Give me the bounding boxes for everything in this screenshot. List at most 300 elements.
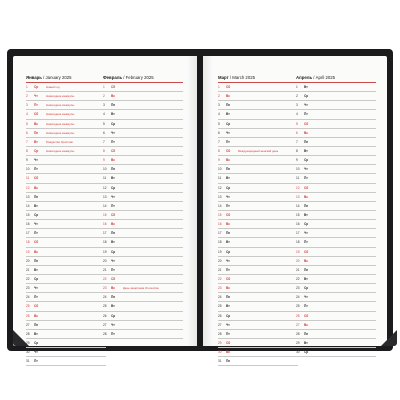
day-number: 19 <box>218 249 222 254</box>
day-row <box>103 202 183 211</box>
day-row <box>26 83 106 92</box>
day-row <box>103 110 183 119</box>
day-number: 29 <box>26 340 30 345</box>
weekday: Вт <box>111 112 115 117</box>
weekday: Вт <box>304 212 308 217</box>
day-row <box>26 138 106 147</box>
day-number: 5 <box>218 121 220 126</box>
weekday: Вт <box>304 85 308 89</box>
day-number: 8 <box>26 148 28 153</box>
weekday: Вт <box>34 267 38 272</box>
day-number: 24 <box>296 295 300 300</box>
day-number: 21 <box>103 267 107 272</box>
day-number: 26 <box>218 313 222 318</box>
weekday: Чт <box>226 258 230 263</box>
day-number: 20 <box>103 258 107 263</box>
month-column-february <box>103 75 183 339</box>
day-row <box>218 110 298 119</box>
day-number: 17 <box>218 231 222 236</box>
holiday-note: Новогодние каникулы <box>46 130 75 135</box>
day-row <box>26 293 106 302</box>
day-number: 19 <box>26 249 30 254</box>
weekday: Чт <box>111 130 115 135</box>
weekday: Ср <box>111 313 116 318</box>
weekday: Вс <box>304 194 309 199</box>
weekday: Пн <box>226 103 231 108</box>
day-row <box>296 229 376 238</box>
month-name: Январь <box>26 75 42 80</box>
weekday: Вс <box>111 286 116 291</box>
day-list <box>103 83 183 339</box>
weekday: Вт <box>226 304 230 309</box>
day-number: 30 <box>26 350 30 355</box>
day-number: 21 <box>296 267 300 272</box>
weekday: Ср <box>34 148 39 153</box>
weekday: Вс <box>226 286 231 291</box>
weekday: Пн <box>111 231 116 236</box>
day-number: 15 <box>296 212 300 217</box>
day-number: 10 <box>296 167 300 172</box>
month-column-april <box>296 75 376 357</box>
day-row <box>26 312 106 321</box>
day-row <box>26 257 106 266</box>
weekday: Сб <box>304 249 309 254</box>
day-row <box>218 248 298 257</box>
weekday: Ср <box>34 340 39 345</box>
day-row <box>296 156 376 165</box>
day-row <box>296 83 376 92</box>
day-row <box>296 248 376 257</box>
day-number: 2 <box>103 94 105 99</box>
day-row <box>296 184 376 193</box>
weekday: Вт <box>111 176 115 181</box>
weekday: Пт <box>111 139 115 144</box>
weekday: Чт <box>226 194 230 199</box>
day-row <box>296 211 376 220</box>
day-row <box>218 266 298 275</box>
day-number: 3 <box>103 103 105 108</box>
day-list <box>218 83 298 366</box>
weekday: Пт <box>226 139 230 144</box>
weekday: Вс <box>111 94 116 99</box>
day-row <box>218 238 298 247</box>
day-number: 22 <box>218 276 222 281</box>
day-number: 14 <box>26 203 30 208</box>
weekday: Вс <box>226 350 231 355</box>
weekday: Ср <box>34 212 39 217</box>
weekday: Ср <box>111 185 116 190</box>
weekday: Вс <box>226 222 231 227</box>
day-number: 23 <box>296 286 300 291</box>
day-number: 15 <box>26 212 30 217</box>
weekday: Пн <box>111 295 116 300</box>
day-row <box>218 129 298 138</box>
day-row <box>103 156 183 165</box>
holiday-note: День защитника Отечества <box>123 286 159 291</box>
day-number: 19 <box>296 249 300 254</box>
weekday: Сб <box>226 212 231 217</box>
holiday-note: Новогодние каникулы <box>46 103 75 108</box>
day-number: 9 <box>296 158 298 163</box>
day-number: 20 <box>26 258 30 263</box>
weekday: Пт <box>111 203 115 208</box>
day-number: 22 <box>26 276 30 281</box>
weekday: Пт <box>34 295 38 300</box>
weekday: Ср <box>34 85 39 89</box>
day-row <box>26 275 106 284</box>
weekday: Чт <box>34 286 38 291</box>
month-name-en: / January 2025 <box>43 75 72 80</box>
day-number: 28 <box>296 331 300 336</box>
weekday: Вт <box>34 331 38 336</box>
day-number: 18 <box>296 240 300 245</box>
weekday: Вс <box>304 322 309 327</box>
weekday: Пн <box>226 231 231 236</box>
day-number: 27 <box>296 322 300 327</box>
day-number: 16 <box>103 222 107 227</box>
day-row <box>103 302 183 311</box>
day-row <box>218 138 298 147</box>
day-number: 14 <box>103 203 107 208</box>
day-row <box>26 302 106 311</box>
day-row <box>218 330 298 339</box>
day-row <box>218 302 298 311</box>
day-row <box>296 92 376 101</box>
day-row <box>103 220 183 229</box>
day-number: 1 <box>296 85 298 89</box>
day-row <box>26 193 106 202</box>
day-number: 11 <box>218 176 222 181</box>
weekday: Ср <box>34 276 39 281</box>
day-row <box>26 129 106 138</box>
weekday: Пт <box>226 203 230 208</box>
weekday: Пн <box>226 359 231 364</box>
holiday-note: Новогодние каникулы <box>46 112 75 117</box>
day-row <box>26 330 106 339</box>
weekday: Вт <box>111 240 115 245</box>
day-row <box>26 348 106 357</box>
day-row <box>296 330 376 339</box>
day-row <box>218 220 298 229</box>
day-row <box>103 120 183 129</box>
month-name: Апрель <box>296 75 313 80</box>
day-number: 2 <box>296 94 298 99</box>
weekday: Пт <box>304 240 308 245</box>
weekday: Чт <box>111 194 115 199</box>
day-row <box>26 202 106 211</box>
weekday: Сб <box>226 85 231 89</box>
day-row <box>26 229 106 238</box>
day-number: 7 <box>103 139 105 144</box>
day-number: 9 <box>218 158 220 163</box>
day-row <box>103 275 183 284</box>
day-row <box>296 257 376 266</box>
weekday: Пн <box>226 167 231 172</box>
weekday: Вт <box>304 148 308 153</box>
day-row <box>296 110 376 119</box>
weekday: Ср <box>304 222 309 227</box>
day-number: 16 <box>296 222 300 227</box>
weekday: Пн <box>304 331 309 336</box>
month-name: Февраль <box>103 75 123 80</box>
day-row <box>296 348 376 357</box>
day-number: 11 <box>26 176 30 181</box>
day-number: 23 <box>103 286 107 291</box>
day-number: 20 <box>218 258 222 263</box>
day-number: 5 <box>26 121 28 126</box>
day-row <box>218 275 298 284</box>
weekday: Вт <box>34 139 38 144</box>
day-number: 11 <box>103 176 107 181</box>
day-number: 26 <box>103 313 107 318</box>
day-number: 12 <box>103 185 107 190</box>
month-name-en: / April 2025 <box>313 75 336 80</box>
weekday: Пн <box>34 322 39 327</box>
weekday: Ср <box>304 94 309 99</box>
day-number: 18 <box>103 240 107 245</box>
day-row <box>103 83 183 92</box>
day-number: 26 <box>296 313 300 318</box>
day-row <box>26 321 106 330</box>
day-row <box>218 120 298 129</box>
day-row <box>218 174 298 183</box>
day-number: 8 <box>103 148 105 153</box>
day-number: 24 <box>103 295 107 300</box>
month-title <box>26 75 106 83</box>
day-number: 29 <box>218 340 222 345</box>
day-number: 17 <box>103 231 107 236</box>
holiday-note: Новый год <box>46 85 60 89</box>
day-row <box>218 293 298 302</box>
month-title <box>296 75 376 83</box>
weekday: Ср <box>304 158 309 163</box>
day-number: 16 <box>218 222 222 227</box>
day-row <box>218 101 298 110</box>
day-number: 1 <box>26 85 28 89</box>
day-number: 8 <box>296 148 298 153</box>
weekday: Вт <box>304 276 308 281</box>
day-row <box>26 110 106 119</box>
day-row <box>296 147 376 156</box>
day-row <box>103 193 183 202</box>
weekday: Вс <box>34 313 39 318</box>
day-number: 9 <box>26 158 28 163</box>
day-row <box>296 193 376 202</box>
day-number: 1 <box>218 85 220 89</box>
day-number: 27 <box>103 322 107 327</box>
weekday: Сб <box>111 148 116 153</box>
day-row <box>296 220 376 229</box>
day-row <box>296 312 376 321</box>
day-number: 10 <box>26 167 30 172</box>
day-number: 6 <box>296 130 298 135</box>
weekday: Пт <box>34 359 38 364</box>
day-number: 25 <box>296 304 300 309</box>
day-row <box>296 321 376 330</box>
day-row <box>26 147 106 156</box>
day-number: 17 <box>296 231 300 236</box>
day-number: 13 <box>103 194 107 199</box>
day-row <box>103 266 183 275</box>
day-number: 28 <box>218 331 222 336</box>
day-row <box>218 184 298 193</box>
weekday: Вс <box>34 249 39 254</box>
day-row <box>26 220 106 229</box>
day-row <box>218 312 298 321</box>
day-number: 29 <box>296 340 300 345</box>
day-number: 21 <box>26 267 30 272</box>
day-row <box>296 238 376 247</box>
weekday: Пн <box>304 203 309 208</box>
weekday: Пт <box>304 176 308 181</box>
weekday: Пт <box>34 231 38 236</box>
weekday: Сб <box>34 112 39 117</box>
day-number: 19 <box>103 249 107 254</box>
weekday: Ср <box>304 350 309 355</box>
weekday: Ср <box>226 313 231 318</box>
weekday: Вт <box>226 112 230 117</box>
day-number: 1 <box>103 85 105 89</box>
day-number: 23 <box>26 286 30 291</box>
day-number: 2 <box>218 94 220 99</box>
weekday: Пн <box>304 139 309 144</box>
day-row <box>218 257 298 266</box>
day-number: 24 <box>218 295 222 300</box>
day-row <box>103 321 183 330</box>
day-number: 13 <box>296 194 300 199</box>
weekday: Пт <box>226 331 230 336</box>
day-row <box>218 193 298 202</box>
month-title <box>218 75 298 83</box>
month-column-march <box>218 75 298 366</box>
weekday: Вс <box>34 185 39 190</box>
weekday: Чт <box>111 258 115 263</box>
day-row <box>218 83 298 92</box>
weekday: Вс <box>111 222 116 227</box>
day-row <box>296 284 376 293</box>
day-row <box>296 120 376 129</box>
day-row <box>103 92 183 101</box>
day-number: 12 <box>26 185 30 190</box>
day-row <box>103 248 183 257</box>
day-list <box>296 83 376 357</box>
weekday: Ср <box>304 286 309 291</box>
day-row <box>218 211 298 220</box>
day-row <box>103 284 183 293</box>
day-row <box>296 275 376 284</box>
weekday: Чт <box>304 167 308 172</box>
weekday: Пт <box>304 112 308 117</box>
day-number: 10 <box>103 167 107 172</box>
weekday: Сб <box>111 276 116 281</box>
day-row <box>103 147 183 156</box>
weekday: Ср <box>111 249 116 254</box>
holiday-note: Новогодние каникулы <box>46 148 75 153</box>
weekday: Пт <box>304 304 308 309</box>
weekday: Пт <box>111 267 115 272</box>
weekday: Вт <box>111 304 115 309</box>
month-name-en: / February 2025 <box>123 75 154 80</box>
weekday: Пн <box>304 267 309 272</box>
weekday: Вс <box>34 121 39 126</box>
day-row <box>103 184 183 193</box>
weekday: Пн <box>34 194 39 199</box>
day-row <box>26 184 106 193</box>
weekday: Сб <box>111 212 116 217</box>
weekday: Пн <box>34 258 39 263</box>
day-row <box>296 293 376 302</box>
weekday: Пт <box>111 331 115 336</box>
day-row <box>296 202 376 211</box>
day-number: 5 <box>296 121 298 126</box>
day-number: 4 <box>26 112 28 117</box>
weekday: Чт <box>226 322 230 327</box>
day-number: 25 <box>103 304 107 309</box>
holiday-note: Рождество Христово <box>46 139 73 144</box>
weekday: Вт <box>304 340 308 345</box>
day-row <box>296 129 376 138</box>
day-row <box>26 248 106 257</box>
day-number: 13 <box>218 194 222 199</box>
day-number: 25 <box>26 304 30 309</box>
weekday: Вс <box>226 94 231 99</box>
weekday: Сб <box>34 304 39 309</box>
day-row <box>103 330 183 339</box>
weekday: Сб <box>304 185 309 190</box>
day-row <box>103 101 183 110</box>
day-number: 26 <box>26 313 30 318</box>
day-row <box>218 229 298 238</box>
weekday: Чт <box>34 350 38 355</box>
weekday: Пт <box>226 267 230 272</box>
weekday: Сб <box>304 121 309 126</box>
day-row <box>218 348 298 357</box>
day-row <box>218 284 298 293</box>
day-row <box>103 257 183 266</box>
day-number: 5 <box>103 121 105 126</box>
day-row <box>103 312 183 321</box>
day-number: 21 <box>218 267 222 272</box>
weekday: Сб <box>304 313 309 318</box>
day-number: 23 <box>218 286 222 291</box>
day-number: 15 <box>103 212 107 217</box>
day-number: 14 <box>218 203 222 208</box>
day-number: 15 <box>218 212 222 217</box>
weekday: Чт <box>304 295 308 300</box>
day-number: 30 <box>218 350 222 355</box>
weekday: Пн <box>111 167 116 172</box>
day-row <box>26 284 106 293</box>
weekday: Чт <box>34 222 38 227</box>
weekday: Вс <box>304 130 309 135</box>
holiday-note: Международный женский день <box>238 148 279 153</box>
weekday: Сб <box>34 176 39 181</box>
day-row <box>218 92 298 101</box>
weekday: Ср <box>111 121 116 126</box>
weekday: Чт <box>111 322 115 327</box>
weekday: Сб <box>34 240 39 245</box>
day-row <box>26 266 106 275</box>
day-number: 20 <box>296 258 300 263</box>
day-number: 28 <box>26 331 30 336</box>
day-row <box>26 92 106 101</box>
weekday: Сб <box>111 85 116 89</box>
day-row <box>26 174 106 183</box>
day-number: 31 <box>218 359 222 364</box>
day-number: 30 <box>296 350 300 355</box>
weekday: Ср <box>226 249 231 254</box>
day-number: 12 <box>296 185 300 190</box>
